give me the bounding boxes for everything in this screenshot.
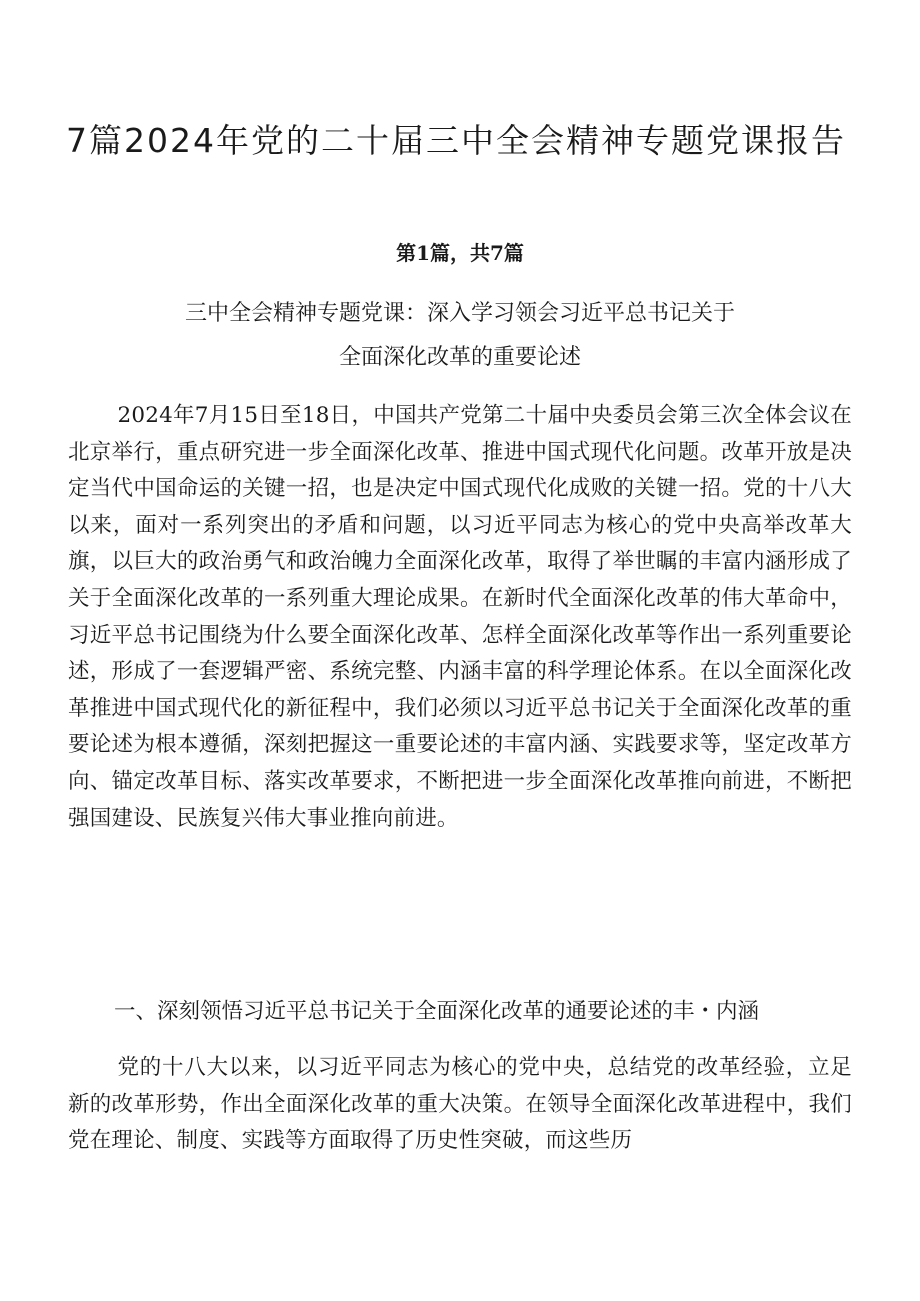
section-heading-1: 一、深刻领悟习近平总书记关于全面深化改革的通要论述的丰・内涵 xyxy=(114,999,760,1024)
part-label: 第1篇，共7篇 xyxy=(396,241,524,265)
document-title: 7篇2024年党的二十届三中全会精神专题党课报告 xyxy=(66,121,846,160)
article-title xyxy=(0,292,920,380)
body-paragraph-2: 党的十八大以来，以习近平同志为核心的党中央，总结党的改革经验，立足新的改革形势，作出全面深化改革的重大决策。在领导全面深化改革进程中，我们党在理论、制度、实践等方面取得了历史性突破，而这些历 xyxy=(68,1055,852,1154)
body-paragraph-1: 2024年7月15日至18日，中国共产党第二十届中央委员会第三次全体会议在北京举行，重点研究进一步全面深化改革、推进中国式现代化问题。改革开放是决定当代中国命运的关键一招，也是决定中国式现代化成败的关键一招。党的十八大以来，面对一系列突出的矛盾和问题，以习近平同志为核心的党中央高举改革大旗，以巨大的政治勇气和政治魄力全面深化改革，取得了举世瞩的丰富内涵形成了关于全面深化改革的一系列重大理论成果。在新时代全面深化改革的伟大革命中，习近平总书记围绕为什么要全面深化改革、怎样全面深化改革等作出一系列重要论述，形成了一套逻辑严密、系统完整、内涵丰富的科学理论体系。在以全面深化改革推进中国式现代化的新征程中，我们必须以习近平总书记关于全面深化改革的重要论述为根本遵循，深刻把握这一重要论述的丰富内涵、实践要求等，坚定改革方向、锚定改革目标、落实改革要求，不断把进一步全面深化改革推向前进，不断把强国建设、民族复兴伟大事业推向前进。 xyxy=(68,403,852,831)
article-title-line-1: 三中全会精神专题党课：深入学习领会习近平总书记关于 xyxy=(184,301,735,326)
article-title-line-2: 全面深化改革的重要论述 xyxy=(338,345,581,370)
